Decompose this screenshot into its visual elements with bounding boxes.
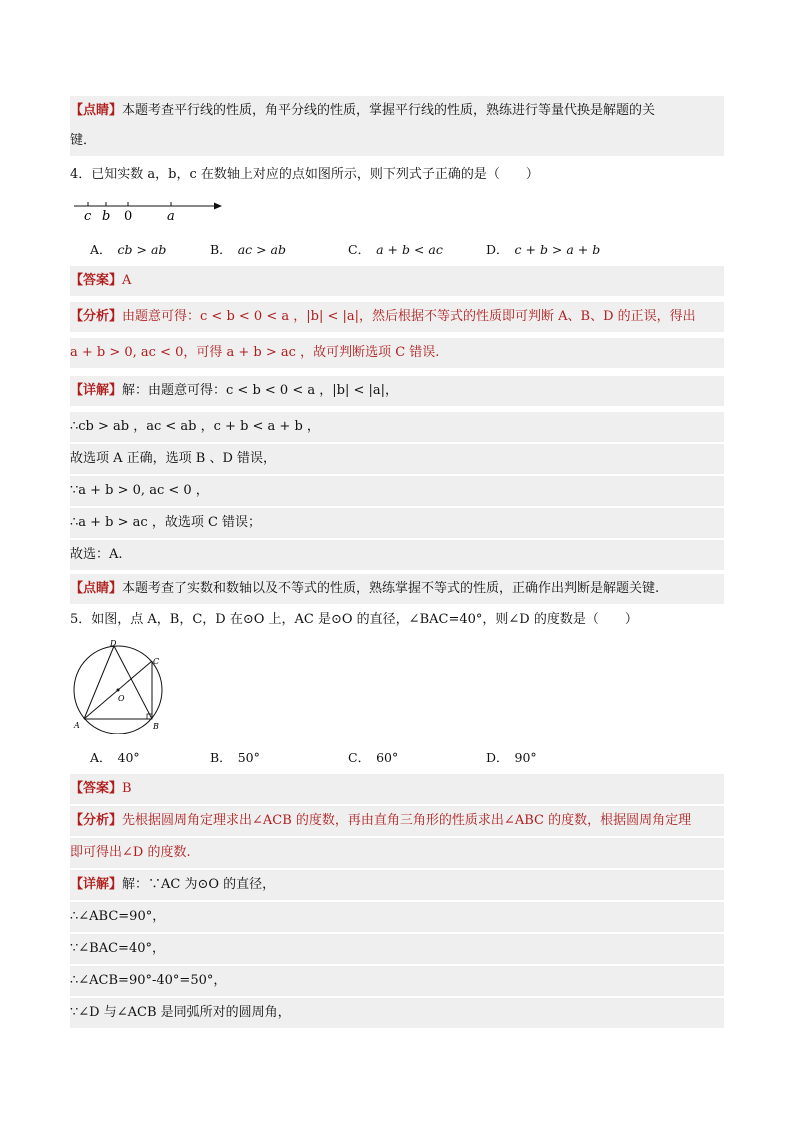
q4-option-b[interactable] <box>210 240 286 258</box>
q4-detail-3 <box>70 444 724 474</box>
option-expr: ac > ab <box>237 242 287 257</box>
option-expr: 40° <box>117 750 140 765</box>
q4-analysis-2 <box>70 338 724 368</box>
q4-detail-1 <box>70 376 724 406</box>
tip-line-2 <box>70 126 724 156</box>
q4-tip <box>70 574 724 604</box>
number-line-arrow-icon <box>214 203 222 210</box>
tip-tag: 【点睛】 <box>70 581 123 596</box>
tip-text-2: 键． <box>70 133 97 148</box>
label-b: b <box>102 209 111 224</box>
option-label: A． <box>90 750 112 765</box>
analysis-text: 由题意可得：c < b < 0 < a ，|b| < |a|，然后根据不等式的性质即可判断 A、B、D 的正误，得出 <box>122 309 696 324</box>
answer-tag: 【答案】 <box>70 273 123 288</box>
label-zero: 0 <box>124 209 133 224</box>
q4-answer <box>70 266 724 296</box>
q5-stem <box>70 607 724 633</box>
answer-value: A <box>122 273 132 288</box>
analysis-text-2: a + b > 0, ac < 0，可得 a + b > ac ，故可判断选项 C 错误. <box>70 345 440 360</box>
label-c: C <box>153 657 160 666</box>
q4-detail-4 <box>70 476 724 506</box>
analysis-tag: 【分析】 <box>70 813 123 828</box>
option-expr: a + b < ac <box>376 242 443 257</box>
option-label: B． <box>210 242 232 257</box>
detail-text: ∵∠D 与∠ACB 是同弧所对的圆周角， <box>70 1005 291 1020</box>
number-line <box>70 196 230 226</box>
q5-answer <box>70 774 724 804</box>
option-label: D． <box>486 750 509 765</box>
detail-text: 故选：A. <box>70 547 123 562</box>
detail-tag: 【详解】 <box>70 383 123 398</box>
label-b: B <box>153 722 159 731</box>
option-label: A． <box>90 242 112 257</box>
option-label: B． <box>210 750 232 765</box>
detail-text: ∴∠ABC=90°， <box>70 909 166 924</box>
label-c: c <box>84 209 92 224</box>
option-expr: c + b > a + b <box>514 242 601 257</box>
detail-tag: 【详解】 <box>70 877 123 892</box>
label-o: O <box>118 694 125 703</box>
q5-detail-4 <box>70 966 724 996</box>
q5-detail-1 <box>70 870 724 900</box>
option-label: C． <box>348 750 371 765</box>
detail-text: ∴cb > ab ，ac < ab ，c + b < a + b ， <box>70 419 320 434</box>
detail-text: 故选项 A 正确，选项 B 、D 错误， <box>70 451 277 466</box>
q5-detail-3 <box>70 934 724 964</box>
answer-value: B <box>122 781 132 796</box>
detail-text: 解：由题意可得：c < b < 0 < a ，|b| < |a|， <box>122 383 398 398</box>
q5-option-d[interactable] <box>486 748 537 766</box>
q4-detail-6 <box>70 540 724 570</box>
tip-tag: 【点睛】 <box>70 103 123 118</box>
detail-text: ∴a + b > ac ，故选项 C 错误； <box>70 515 262 530</box>
tip-text: 本题考查了实数和数轴以及不等式的性质，熟练掌握不等式的性质，正确作出判断是解题关键. <box>122 581 660 596</box>
option-expr: 60° <box>376 750 399 765</box>
q5-detail-5 <box>70 998 724 1028</box>
q5-option-b[interactable] <box>210 748 260 766</box>
q5-analysis-2 <box>70 838 724 868</box>
label-a: a <box>167 209 175 224</box>
analysis-text: 先根据圆周角定理求出∠ACB 的度数，再由直角三角形的性质求出∠ABC 的度数，根据圆周角定理 <box>122 813 692 828</box>
circle-figure <box>70 638 170 734</box>
q4-analysis-1 <box>70 302 724 332</box>
label-a: A <box>74 721 80 730</box>
q4-option-a[interactable] <box>90 240 166 258</box>
q5-detail-2 <box>70 902 724 932</box>
option-label: D． <box>486 242 509 257</box>
q4-detail-2 <box>70 412 724 442</box>
q4-option-c[interactable] <box>348 240 443 258</box>
label-d: D <box>110 639 117 648</box>
detail-text: ∴∠ACB=90°-40°=50°， <box>70 973 227 988</box>
q5-option-c[interactable] <box>348 748 398 766</box>
q5-stem-text: 5．如图，点 A，B，C，D 在⊙O 上，AC 是⊙O 的直径，∠BAC=40°，则∠D 的度数是（ ） <box>70 612 638 627</box>
option-label: C． <box>348 242 371 257</box>
tip-line-1 <box>70 96 724 126</box>
q4-stem-text: 4．已知实数 a，b，c 在数轴上对应的点如图所示，则下列式子正确的是（ ） <box>70 167 539 182</box>
analysis-tag: 【分析】 <box>70 309 123 324</box>
q4-option-d[interactable] <box>486 240 600 258</box>
q4-detail-5 <box>70 508 724 538</box>
option-expr: cb > ab <box>117 242 167 257</box>
center-point <box>117 689 120 692</box>
detail-text: 解：∵AC 为⊙O 的直径， <box>122 877 276 892</box>
tip-text: 本题考查平行线的性质，角平分线的性质，掌握平行线的性质，熟练进行等量代换是解题的关 <box>122 103 656 118</box>
detail-text: ∵a + b > 0, ac < 0 ， <box>70 483 209 498</box>
analysis-text-2: 即可得出∠D 的度数. <box>70 845 191 860</box>
option-expr: 90° <box>514 750 537 765</box>
q5-analysis-1 <box>70 806 724 836</box>
detail-text: ∵∠BAC=40°， <box>70 941 165 956</box>
option-expr: 50° <box>237 750 260 765</box>
q5-option-a[interactable] <box>90 748 140 766</box>
answer-tag: 【答案】 <box>70 781 123 796</box>
q4-stem <box>70 162 724 188</box>
